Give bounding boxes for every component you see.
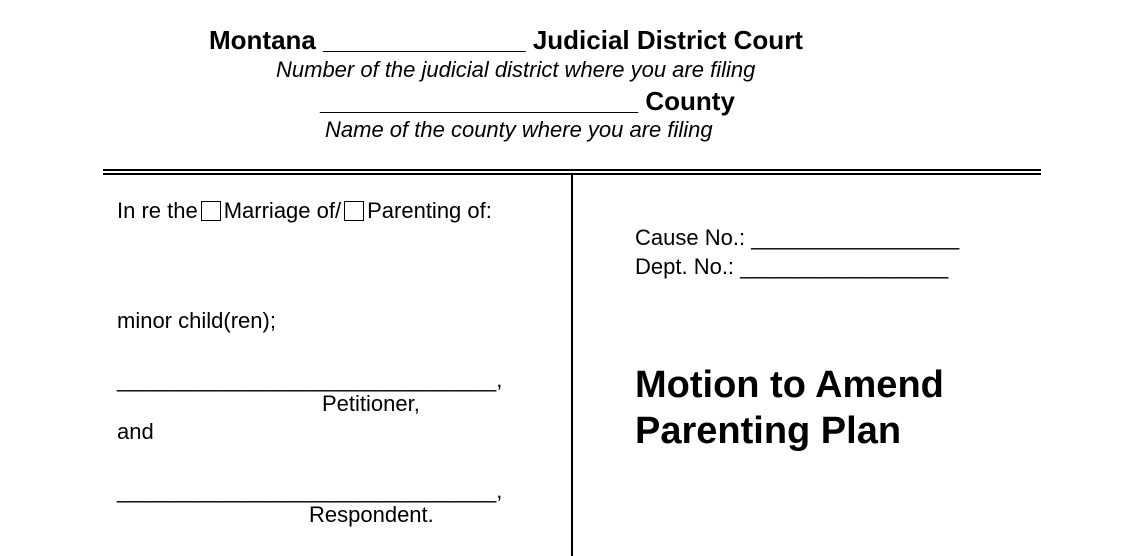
county-label: County [645, 86, 735, 116]
parenting-label: Parenting of: [367, 198, 492, 223]
respondent-name-blank[interactable]: _______________________________, [117, 478, 503, 503]
document-title-line1: Motion to Amend [635, 364, 944, 406]
cause-number-label: Cause No.: [635, 225, 746, 250]
respondent-label: Respondent. [309, 502, 434, 527]
marriage-label: Marriage of/ [223, 198, 342, 223]
district-hint: Number of the judicial district where you are filing [276, 57, 756, 82]
in-re-line [117, 198, 492, 224]
cause-number-line [635, 225, 959, 251]
dept-number-line [635, 254, 948, 280]
county-name-blank[interactable]: ______________________ [320, 86, 639, 116]
marriage-checkbox[interactable] [201, 201, 221, 221]
and-label: and [117, 419, 154, 444]
county-header-line [320, 86, 735, 116]
caption-divider [571, 175, 573, 556]
cause-number-blank[interactable]: _________________ [751, 225, 960, 250]
state-label: Montana [209, 25, 316, 55]
dept-number-blank[interactable]: _________________ [740, 254, 949, 279]
dept-number-label: Dept. No.: [635, 254, 735, 279]
district-number-blank[interactable]: ______________ [323, 25, 526, 55]
petitioner-name-blank[interactable]: _______________________________, [117, 367, 503, 392]
petitioner-label: Petitioner, [322, 391, 420, 416]
parenting-checkbox[interactable] [344, 201, 364, 221]
caption-rule-top [103, 169, 1041, 171]
in-re-prefix: In re the [117, 198, 198, 223]
court-header-line [209, 25, 803, 55]
minor-children-label: minor child(ren); [117, 308, 276, 333]
document-title-line2: Parenting Plan [635, 410, 902, 452]
county-hint: Name of the county where you are filing [325, 117, 713, 142]
district-court-label: Judicial District Court [532, 25, 803, 55]
